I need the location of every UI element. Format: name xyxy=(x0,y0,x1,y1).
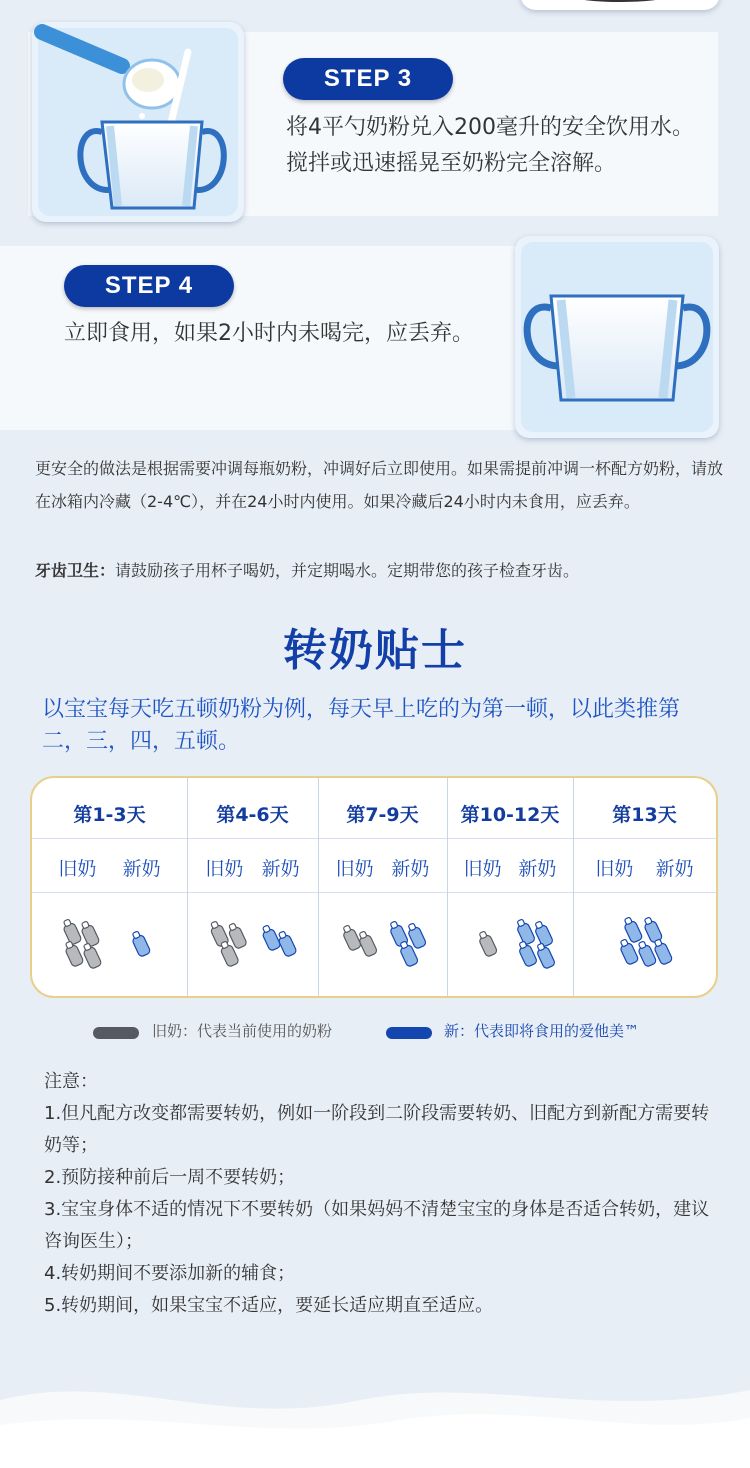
new-milk-bottle-icon xyxy=(636,940,657,968)
new-milk-label: 新奶 xyxy=(655,858,694,880)
old-milk-label: 旧奶 xyxy=(463,858,502,880)
old-milk-legend-swatch xyxy=(93,1027,139,1039)
spoon-cup-illustration xyxy=(32,22,244,222)
dental-label: 牙齿卫生： xyxy=(35,561,116,580)
bottom-wave-decoration xyxy=(0,1370,750,1468)
schedule-column xyxy=(32,778,187,996)
bottle-group xyxy=(318,896,447,992)
note-item: 4.转奶期间不要添加新的辅食； xyxy=(44,1263,296,1284)
milk-labels xyxy=(447,854,573,881)
new-milk-bottle-icon xyxy=(514,918,535,946)
top-product-image-edge xyxy=(520,0,720,10)
step3-text: 将4平勺奶粉兑入200毫升的安全饮用水。搅拌或迅速摇晃至奶粉完全溶解。 xyxy=(286,115,694,176)
step3-label: STEP 3 xyxy=(283,58,453,100)
note-item: 3.宝宝身体不适的情况下不要转奶（如果妈妈不清楚宝宝的身体是否适合转奶，建议咨询医生）； xyxy=(44,1199,710,1252)
tips-subtitle: 以宝宝每天吃五顿奶粉为例，每天早上吃的为第一顿，以此类推第二，三，四，五顿。 xyxy=(42,697,681,754)
notes-title: 注意： xyxy=(44,1071,98,1092)
old-milk-bottle-icon xyxy=(340,924,361,952)
bottle-group xyxy=(187,896,318,992)
old-milk-bottle-icon xyxy=(476,930,497,958)
day-range: 第4-6天 xyxy=(216,804,289,826)
note-item: 2.预防接种前后一周不要转奶； xyxy=(44,1167,296,1188)
bottle-group xyxy=(447,896,573,992)
new-milk-label: 新奶 xyxy=(261,858,300,880)
cup-illustration xyxy=(515,236,719,438)
day-range: 第10-12天 xyxy=(460,804,560,826)
old-milk-legend: 旧奶：代表当前使用的奶粉 xyxy=(152,1022,333,1040)
transition-schedule-table xyxy=(30,776,718,998)
new-milk-legend-swatch xyxy=(386,1027,432,1039)
new-milk-label: 新奶 xyxy=(518,858,557,880)
note-item: 5.转奶期间，如果宝宝不适应，要延长适应期直至适应。 xyxy=(44,1295,494,1316)
step3-image-card xyxy=(32,22,244,222)
bottle-chart xyxy=(187,896,318,992)
new-milk-legend: 新：代表即将食用的爱他美™ xyxy=(444,1022,640,1040)
product-image-fragment xyxy=(520,0,720,10)
milk-labels xyxy=(187,854,318,881)
bottle-chart xyxy=(573,896,716,992)
schedule-column xyxy=(447,778,573,996)
day-range: 第13天 xyxy=(612,804,677,826)
schedule-column xyxy=(318,778,447,996)
preparation-notice: 更安全的做法是根据需要冲调每瓶奶粉，冲调好后立即使用。如果需提前冲调一杯配方奶粉，请放在冰箱内冷藏（2-4℃），并在24小时内使用。如果冷藏后24小时内未食用，应丢弃。 xyxy=(35,459,724,511)
old-milk-label: 旧奶 xyxy=(335,858,374,880)
bottle-chart xyxy=(318,896,447,992)
new-milk-bottle-icon xyxy=(532,920,553,948)
step4-text: 立即食用，如果2小时内未喝完，应丢弃。 xyxy=(64,321,474,346)
old-milk-bottle-icon xyxy=(61,918,82,946)
bottle-group xyxy=(573,896,716,992)
new-milk-bottle-icon xyxy=(260,924,281,952)
old-milk-bottle-icon xyxy=(79,920,100,948)
new-milk-bottle-icon xyxy=(130,930,151,958)
milk-labels xyxy=(32,854,187,881)
step4-image-card xyxy=(515,236,719,438)
schedule-column xyxy=(187,778,318,996)
day-range: 第7-9天 xyxy=(346,804,419,826)
schedule-column xyxy=(573,778,716,996)
milk-labels xyxy=(318,854,447,881)
notes-section xyxy=(44,1066,724,1322)
new-milk-label: 新奶 xyxy=(391,858,430,880)
old-milk-label: 旧奶 xyxy=(595,858,634,880)
dental-hygiene-note xyxy=(35,554,725,587)
tips-title: 转奶贴士 xyxy=(283,625,467,676)
bottle-chart xyxy=(447,896,573,992)
note-item: 1.但凡配方改变都需要转奶，例如一阶段到二阶段需要转奶、旧配方到新配方需要转奶等； xyxy=(44,1103,710,1156)
day-range: 第1-3天 xyxy=(73,804,146,826)
new-milk-label: 新奶 xyxy=(122,858,161,880)
bottle-chart xyxy=(32,896,187,992)
old-milk-label: 旧奶 xyxy=(205,858,244,880)
bottle-group xyxy=(32,896,187,992)
old-milk-label: 旧奶 xyxy=(58,858,97,880)
milk-labels xyxy=(573,854,716,881)
step4-label: STEP 4 xyxy=(64,265,234,307)
dental-text: 请鼓励孩子用杯子喝奶，并定期喝水。定期带您的孩子检查牙齿。 xyxy=(115,561,580,580)
